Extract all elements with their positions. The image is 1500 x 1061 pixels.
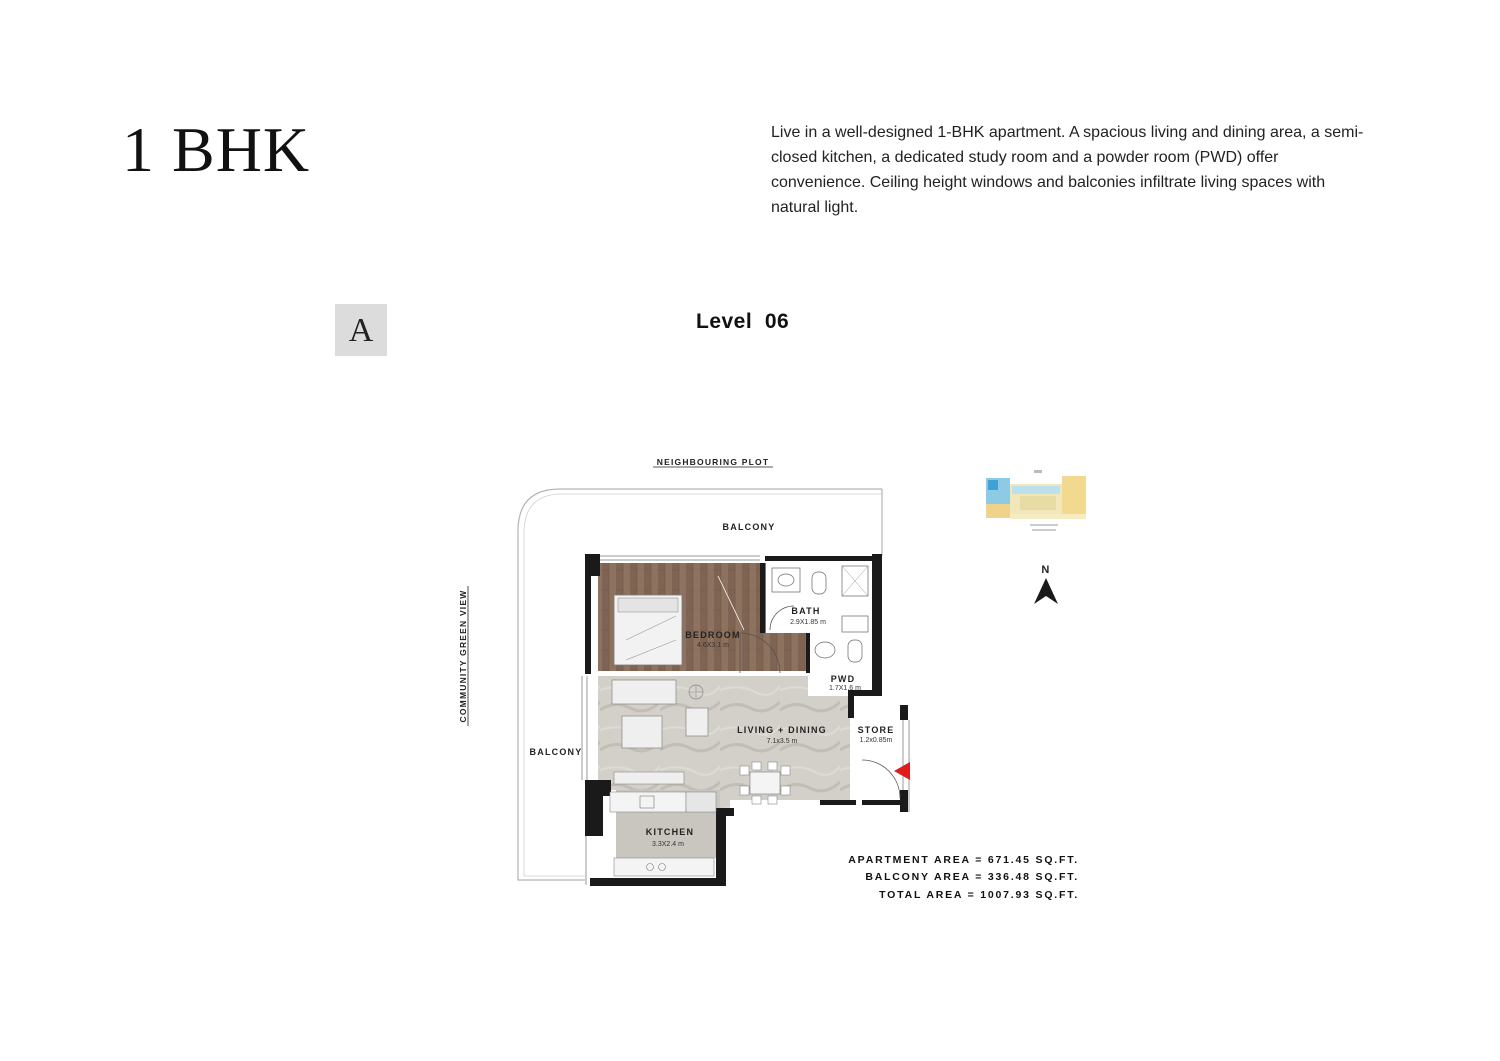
unit-type-tag: A [335,304,387,356]
entry-marker [894,762,910,780]
bedroom-label: BEDROOM [685,630,741,640]
store-size: 1.2x0.85m [859,737,893,744]
kitchen-label: KITCHEN [645,827,695,837]
pwd-size: 1.7X1.6 m [829,685,861,692]
pwd-label: PWD [830,674,856,684]
balcony-left-label: BALCONY [529,747,583,757]
balcony-area: BALCONY AREA = 336.48 SQ.FT. [865,871,1079,883]
north-label: N [1041,564,1051,576]
store-floor [852,712,900,760]
neighbouring-plot-label: NEIGHBOURING PLOT [656,457,770,467]
key-plan-thumbnail [986,470,1086,531]
community-green-view-label: COMMUNITY GREEN VIEW [458,589,468,723]
balcony-top-label: BALCONY [722,522,776,532]
level-label: Level 06 [696,310,790,333]
store-label: STORE [857,725,895,735]
dining-table [750,772,780,794]
armchair [622,716,662,748]
bedroom-size: 4.6X3.1 m [697,642,729,649]
living-size: 7.1x3.5 m [766,738,798,745]
north-arrow-icon [1034,578,1058,604]
unit-description: Live in a well-designed 1-BHK apartment. A spacious living and dining area, a semi-closed kitchen, a dedicated study room and a powder room (PWD) offer convenience. Ceiling height windows and balconies infiltrate living spaces with natural light. [771,124,1364,216]
bath-label: BATH [791,606,821,616]
kitchen-size: 3.3X2.4 m [652,841,684,848]
total-area: TOTAL AREA = 1007.93 SQ.FT. [879,889,1079,901]
living-label: LIVING + DINING [737,725,827,735]
apartment-area: APARTMENT AREA = 671.45 SQ.FT. [848,854,1079,866]
sofa [612,680,676,704]
page-title: 1 BHK [122,114,311,185]
bath-size: 2.9X1.85 m [790,619,826,626]
